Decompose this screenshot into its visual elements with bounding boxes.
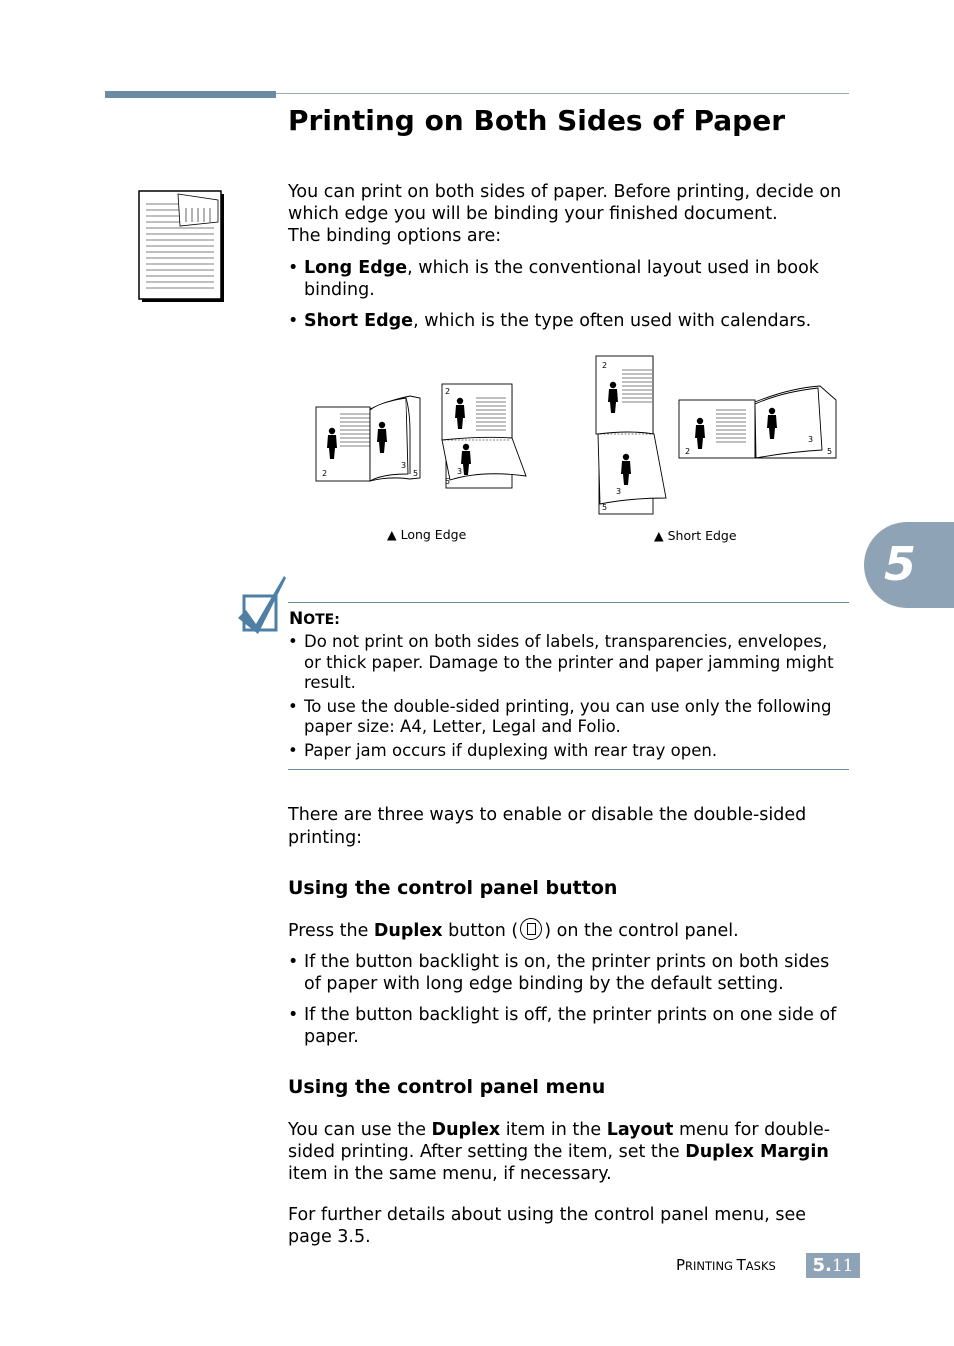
long-flip-num-3: 3 <box>457 467 463 476</box>
chapter-number: 5 <box>884 537 917 591</box>
note-heading <box>289 608 340 631</box>
menu-duplex-margin-bold: Duplex Margin <box>685 1142 829 1162</box>
layout-menu-paragraph <box>288 1119 833 1185</box>
long-edge-label: Long Edge <box>304 258 408 278</box>
note-bottom-rule <box>288 769 849 770</box>
note-check-icon <box>236 574 290 642</box>
menu-text-e: item in the same menu, if necessary. <box>288 1164 612 1184</box>
footer-small-asks: ASKS <box>745 1259 776 1273</box>
page-number-rest: 11 <box>831 1256 854 1276</box>
menu-duplex-bold: Duplex <box>431 1120 501 1140</box>
short-edge-caption: ▲ Short Edge <box>654 528 737 543</box>
short-flip-num-5: 5 <box>602 503 608 512</box>
short-flip-num-3: 3 <box>616 487 622 496</box>
section-heading-control-panel-button: Using the control panel button <box>288 877 618 899</box>
short-book-num-2: 2 <box>685 447 691 456</box>
long-book-num-3: 3 <box>401 461 407 470</box>
short-book-num-3: 3 <box>808 435 814 444</box>
binding-option-long-edge <box>288 257 843 301</box>
document-page-icon <box>138 190 226 308</box>
note-heading-big: N <box>289 609 304 629</box>
ways-text: There are three ways to enable or disable the double-sided printing: <box>288 805 807 848</box>
note-item: • Do not print on both sides of labels, transparencies, envelopes, or thick paper. Damage to the printer and paper jamming might result. <box>288 632 849 694</box>
intro-line-3: The binding options are: <box>288 226 502 246</box>
press-text-b: button ( <box>442 921 519 941</box>
page-title: Printing on Both Sides of Paper <box>288 104 786 137</box>
footer-small-rinting: RINTING <box>685 1259 737 1273</box>
footer-big-p: P <box>676 1256 686 1274</box>
menu-text-c: item in the <box>500 1120 607 1140</box>
press-duplex-bold: Duplex <box>373 921 443 941</box>
binding-option-short-edge <box>288 310 843 332</box>
backlight-off-item: • If the button backlight is off, the printer prints on one side of paper. <box>288 1004 848 1048</box>
header-rule-thick <box>105 91 276 98</box>
short-edge-label: Short Edge <box>304 311 414 331</box>
press-duplex-line <box>288 918 739 942</box>
short-flip-num-2: 2 <box>602 361 608 370</box>
header-rule-thin <box>276 93 849 94</box>
press-text-c: ) on the control panel. <box>544 921 739 941</box>
short-book-num-5: 5 <box>827 447 833 456</box>
press-text-a: Press the <box>288 921 374 941</box>
intro-line-1: You can print on both sides of paper. Before printing, decide on <box>288 182 842 202</box>
long-edge-text: , which is the conventional layout used in book binding. <box>304 258 819 300</box>
menu-text-a: You can use the <box>288 1120 432 1140</box>
long-edge-caption: ▲ Long Edge <box>387 527 467 542</box>
binding-illustration <box>310 352 850 526</box>
long-book-num-5: 5 <box>413 469 419 478</box>
duplex-button-icon <box>520 918 542 940</box>
further-details-paragraph: For further details about using the control panel menu, see page 3.5. <box>288 1205 806 1247</box>
note-top-rule <box>288 602 849 603</box>
intro-line-2: which edge you will be binding your finished document. <box>288 204 778 224</box>
long-book-num-2: 2 <box>322 469 328 478</box>
footer-big-t: T <box>736 1256 746 1274</box>
menu-text-d: menu for double-sided printing. After setting the item, set the <box>288 1120 831 1162</box>
chapter-tab <box>864 522 954 608</box>
page-number-chapter: 5. <box>812 1255 832 1276</box>
long-flip-num-2: 2 <box>445 387 451 396</box>
note-item: • To use the double-sided printing, you can use only the following paper size: A4, Letter, Legal and Folio. <box>288 697 849 738</box>
short-edge-text: , which is the type often used with calendars. <box>413 311 812 331</box>
note-heading-small: OTE: <box>303 612 340 628</box>
menu-layout-bold: Layout <box>606 1120 674 1140</box>
footer-section-name <box>676 1256 776 1275</box>
section-heading-control-panel-menu: Using the control panel menu <box>288 1076 606 1098</box>
note-list <box>288 632 849 761</box>
footer-page-number <box>806 1253 860 1278</box>
note-item: • Paper jam occurs if duplexing with rear tray open. <box>288 741 849 762</box>
backlight-on-item: • If the button backlight is on, the printer prints on both sides of paper with long edge binding by the default setting. <box>288 951 848 995</box>
long-flip-num-5: 5 <box>445 477 451 486</box>
